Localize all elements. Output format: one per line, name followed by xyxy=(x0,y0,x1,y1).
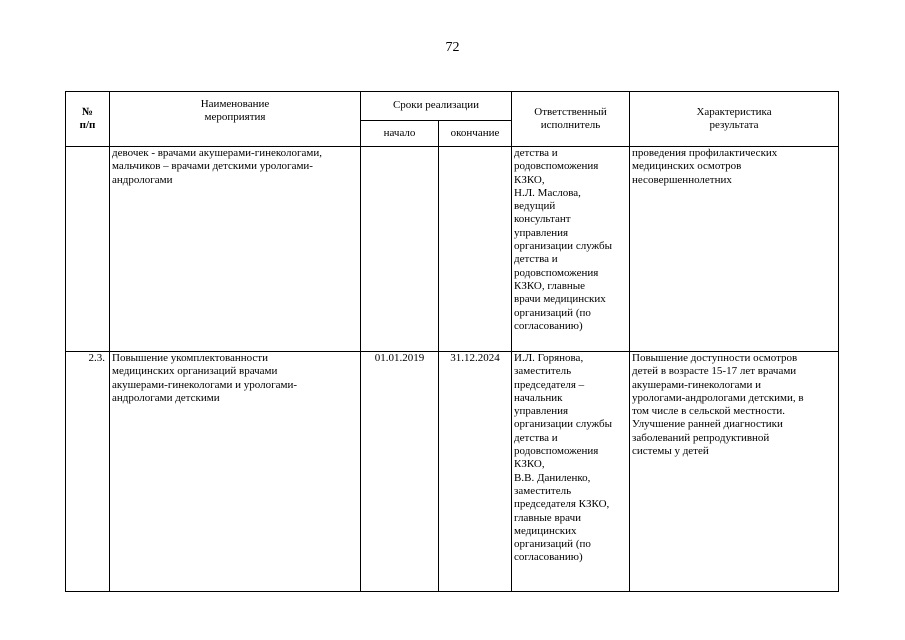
row-num: 2.3. xyxy=(66,352,110,592)
row-num xyxy=(66,147,110,352)
table-row xyxy=(66,147,839,352)
row-responsible: детства и родовспоможения КЗКО, Н.Л. Маслова, ведущий консультант управления организации службы детства и родовспоможения КЗКО, главные врачи медицинских организаций (по согласованию) xyxy=(512,147,630,352)
header-period: Сроки реализации xyxy=(361,92,512,121)
row-name: девочек - врачами акушерами-гинекологами, мальчиков – врачами детскими урологами- андрологами xyxy=(110,147,361,352)
activities-table xyxy=(65,91,839,592)
row-responsible: И.Л. Горянова, заместитель председателя – начальник управления организации службы детства и родовспоможения КЗКО, В.В. Даниленко, заместитель председателя КЗКО, главные врачи медицинских организаций (по согласованию) xyxy=(512,352,630,592)
header-responsible: Ответственный исполнитель xyxy=(512,92,630,147)
header-name: Наименование мероприятия xyxy=(110,92,361,147)
header-result: Характеристика результата xyxy=(630,92,839,147)
header-num: № п/п xyxy=(66,92,110,147)
row-start: 01.01.2019 xyxy=(361,352,439,592)
row-result: Повышение доступности осмотров детей в возрасте 15-17 лет врачами акушерами-гинекологами и урологами-андрологами детскими, в том числе в сельской местности. Улучшение ранней диагностики заболеваний репродуктивной системы у детей xyxy=(630,352,839,592)
header-end: окончание xyxy=(439,121,512,147)
header-start: начало xyxy=(361,121,439,147)
row-end: 31.12.2024 xyxy=(439,352,512,592)
row-start xyxy=(361,147,439,352)
page-number: 72 xyxy=(445,40,460,55)
row-result: проведения профилактических медицинских осмотров несовершеннолетних xyxy=(630,147,839,352)
row-name: Повышение укомплектованности медицинских организаций врачами акушерами-гинекологами и урологами- андрологами детскими xyxy=(110,352,361,592)
table-row xyxy=(66,352,839,592)
row-end xyxy=(439,147,512,352)
